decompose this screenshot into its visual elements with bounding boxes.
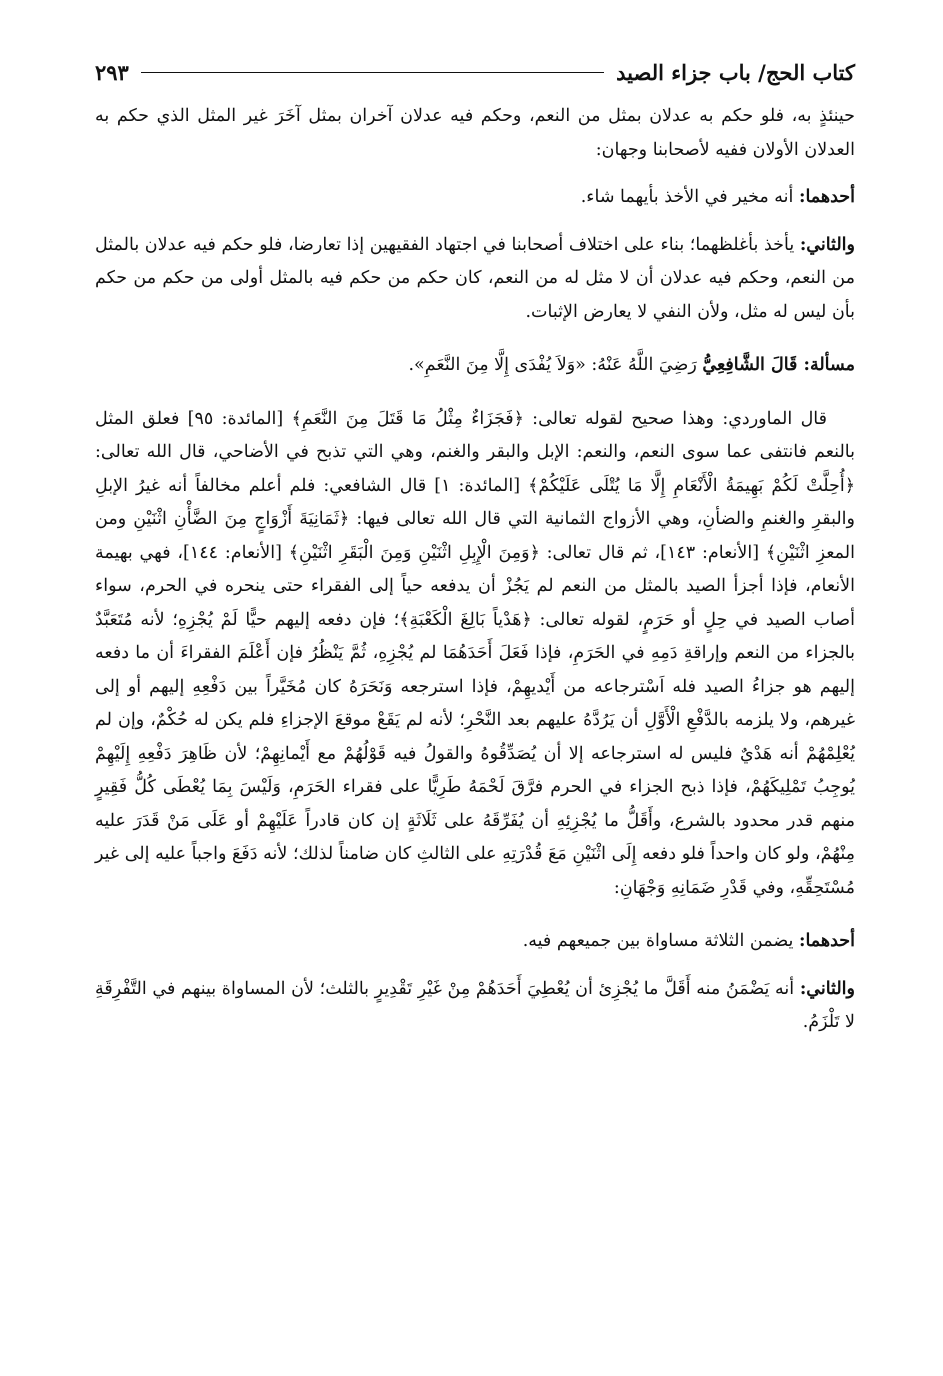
paragraph-lead: أحدهما: bbox=[798, 187, 855, 207]
paragraph-text: يأخذ بأغلظهما؛ بناء على اختلاف أصحابنا في اجتهاد الفقيهين إذا تعارضا، فلو حكم فيه عدلان بالمثل من النعم، وحكم فيه عدلان أن لا مثل له من النعم، كان حكم من حكم فيه بالمثل أولى من حكم من حكم بأن ليس له مثل، ولأن النفي لا يعارض الإثبات. bbox=[95, 234, 855, 322]
paragraph-first-view bbox=[95, 181, 855, 215]
header-rule bbox=[141, 72, 604, 73]
paragraph-text: يضمن الثلاثة مساواة بين جميعهم فيه. bbox=[522, 931, 799, 951]
page-number: ٢٩٣ bbox=[95, 59, 129, 85]
paragraph-masala bbox=[95, 349, 855, 383]
paragraph-text: رَضِيَ اللَّهُ عَنْهُ: «وَلاَ يُفْدَى إِلَّا مِنَ النَّعَمِ». bbox=[408, 355, 703, 375]
paragraph-second-aspect bbox=[95, 973, 855, 1040]
paragraph-lead: والثاني: bbox=[799, 234, 855, 255]
header-title: كتاب الحج/ باب جزاء الصيد bbox=[616, 59, 855, 85]
running-header bbox=[95, 52, 855, 92]
paragraph-second-view bbox=[95, 229, 855, 330]
paragraph-mawardi bbox=[95, 403, 855, 906]
paragraph-text: حينئذٍ به، فلو حكم به عدلان بمثل من النعم، وحكم فيه عدلان آخران بمثل آخَرَ غير المثل الذي حكم به العدلان الأولان ففيه لأصحابنا وجهان: bbox=[95, 106, 855, 160]
paragraph-first-aspect bbox=[95, 925, 855, 959]
book-page bbox=[95, 52, 855, 1040]
paragraph-lead: مسألة: قَالَ الشَّافِعِيُّ bbox=[702, 355, 855, 375]
paragraph-text: أنه مخير في الأخذ بأيهما شاء. bbox=[580, 187, 799, 207]
paragraph-intro bbox=[95, 100, 855, 167]
paragraph-lead: والثاني: bbox=[799, 978, 855, 999]
paragraph-text: قال الماوردي: وهذا صحيح لقوله تعالى: ﴿فَجَزَاءٌ مِثْلُ مَا قَتَلَ مِنَ النَّعَمِ﴾ [المائدة: ٩٥] فعلق المثل بالنعم فانتفى عما سوى النعم، والنعم: الإبل والبقر والغنم، وهي التي تذبح في الأضاحي، قال الله تعالى: ﴿أُحِلَّتْ لَكُمْ بَهِيمَةُ الْأَنْعَامِ إِلَّا مَا يُتْلَى عَلَيْكُمْ﴾ [المائدة: ١] قال الشافعي: فلم أعلم مخالفاً أنه غيرُ الإبلِ والبقرِ والغنمِ والضأنِ، وهي الأزواج الثمانية التي قال الله تعالى فيها: ﴿ثَمَانِيَةَ أَزْوَاجٍ مِنَ الضَّأْنِ اثْنَيْنِ ومن المعزِ اثْنَيْنِ﴾ [الأنعام: ١٤٣]، ثم قال تعالى: ﴿وَمِنَ الْإِبِلِ اثْنَيْنِ وَمِنَ الْبَقَرِ اثْنَيْنِ﴾ [الأنعام: ١٤٤]، فهي بهيمة الأنعام، فإذا أجزأ الصيد بالمثل من النعم لم يَجُزْ أن يدفعه حياً إلى الفقراء حتى ينحره في الحرم، سواء أصاب الصيد في حِلٍ أو حَرَمٍ، لقوله تعالى: ﴿هَدْياً بَالِغَ الْكَعْبَةِ﴾؛ فإن دفعه إليهم حيًّا لَمْ يُجْزِهِ؛ لأنه مُتَعَبَّدٌ بالجزاء من النعم وإراقةِ دَمِهِ في الحَرَمِ، فإذا فَعَلَ أَحَدَهُمَا لم يُجْزِهِ، ثُمَّ يَنْظُرُ فإن أَعْلَمَ الفقراءَ أن ما دفعه إليهم هو جزاءُ الصيد فله اَسْترجاعه من أَيْديهِمْ، فإذا استرجعه وَنَحَرَهُ كان مُخَيَّراً بين دَفْعِهِ إليهم أو إلى غيرهم، ولا يلزمه بالدَّفْعِ الْأَوَّلِ أن يَرُدَّهُ عليهم بعد النَّحْرِ؛ لأنه لم يَقَعْ موقعَ الإجزاءِ فلم يكن له حُكْمٌ، وإن لم يُعْلِمْهُمْ أنه هَدْيٌ فليس له استرجاعه إلا أن يُصَدِّقُوهُ والقولُ فيه قَوْلُهُمْ مع أَيْمانِهِمْ؛ لأن ظَاهِرَ دَفْعِهِ إِلَيْهِمْ يُوجِبُ تَمْلِيكَهُمْ، فإذا ذبح الجزاء في الحرم فرَّقَ لَحْمَهُ طَرِيًّا على فقراء الحَرَمِ، وَلَيْسَ بِمَا يُعْطَى كُلُّ فَقِيرٍ منهم قدر محدود بالشرع، وأَقَلُّ ما يُجْزِئِهِ أن يُفَرِّقَهُ على ثَلَاثَةٍ إن كان قادراً عَلَيْهِمْ أو عَلَى مَنْ قَدَرَ عليه مِنْهُمْ، ولو كان واحداً فلو دفعه إِلَى اثْنَيْنِ مَعَ قُدْرَتِهِ على الثالثِ كان ضامناً لذلك؛ لأنه دَفَعَ واجباً عليه إلى غير مُسْتَحِقِّهِ، وفي قَدْرِ ضَمَانِهِ وَجْهَانِ: bbox=[95, 408, 855, 898]
page-body bbox=[95, 100, 855, 1040]
paragraph-text: أنه يَضْمَنُ منه أَقَلَّ ما يُجْزِئ أن يُعْطِيَ أَحَدَهُمْ مِنْ غَيْرِ تَقْدِيرٍ بالثلث؛ لأن المساواة بينهم في التَّفْرِقَةِ لا تَلْزَمُ. bbox=[95, 978, 855, 1032]
paragraph-lead: أحدهما: bbox=[798, 931, 855, 951]
